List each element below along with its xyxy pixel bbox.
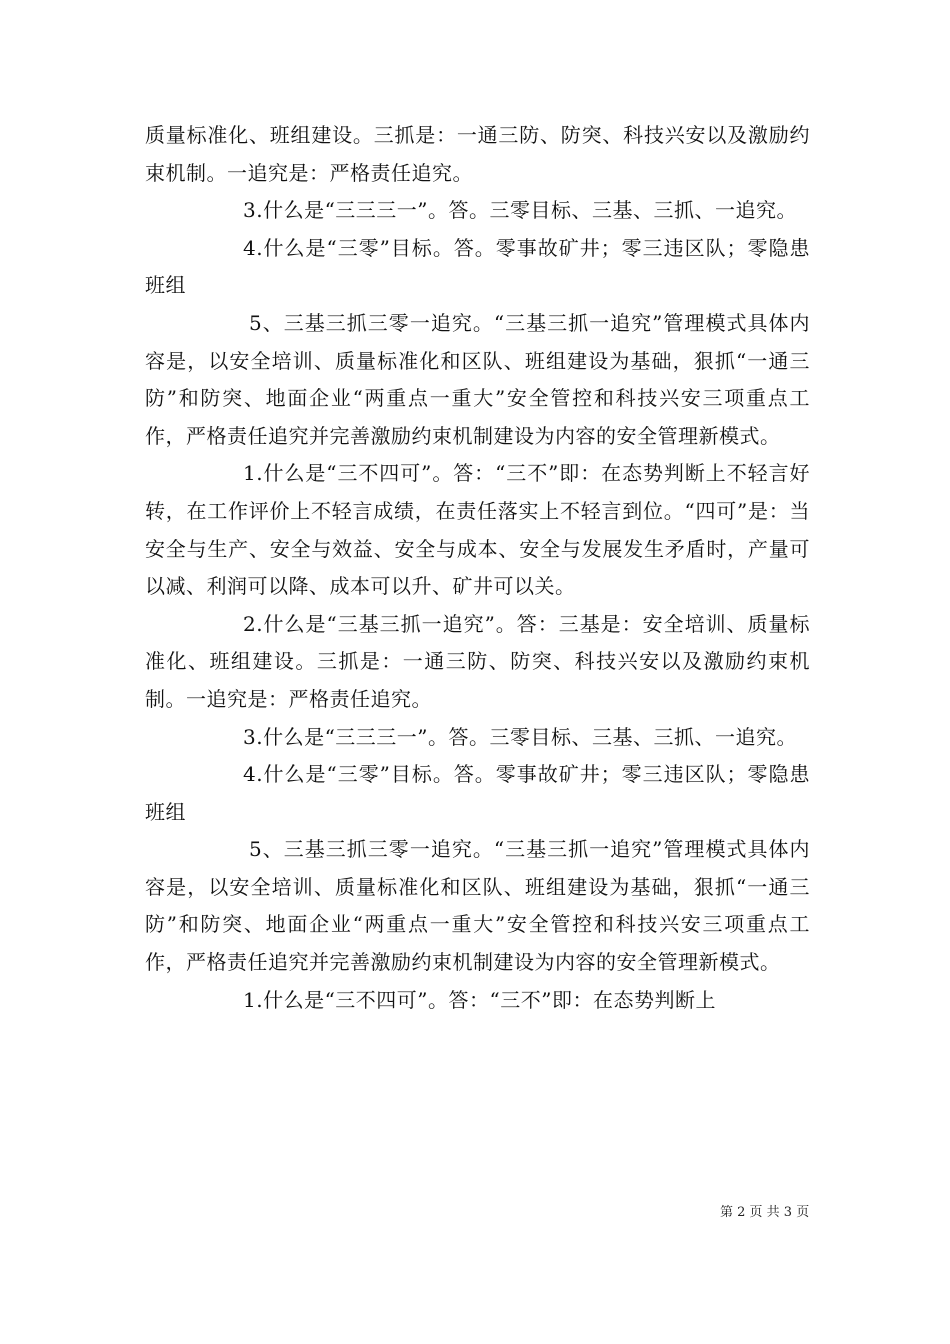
paragraph: 5、三基三抓三零一追究。“三基三抓一追究”管理模式具体内容是，以安全培训、质量标准化和区队、班组建设为基础，狠抓“一通三防”和防突、地面企业“两重点一重大”安全管控和科技兴安三项重点工作，严格责任追究并完善激励约束机制建设为内容的安全管理新模式。 (145, 310, 810, 448)
paragraph: 2.什么是“三基三抓一追究”。答：三基是：安全培训、质量标准化、班组建设。三抓是：一通三防、防突、科技兴安以及激励约束机制。一追究是：严格责任追究。 (145, 611, 810, 711)
paragraph: 4.什么是“三零”目标。答。零事故矿井；零三违区队；零隐患班组 (145, 235, 810, 298)
paragraph: 4.什么是“三零”目标。答。零事故矿井；零三违区队；零隐患班组 (145, 762, 810, 824)
page-number-footer: 第 2 页 共 3 页 (720, 1205, 810, 1220)
paragraph: 3.什么是“三三三一”。答。三零目标、三基、三抓、一追究。 (243, 198, 798, 223)
paragraph: 3.什么是“三三三一”。答。三零目标、三基、三抓、一追究。 (243, 724, 798, 749)
paragraph: 1.什么是“三不四可”。答：“三不”即：在态势判断上不轻言好转，在工作评价上不轻言成绩，在责任落实上不轻言到位。“四可”是：当安全与生产、安全与效益、安全与成本、安全与发展发生矛盾时，产量可以减、利润可以降、成本可以升、矿井可以关。 (145, 461, 810, 599)
document-body (145, 117, 810, 1019)
paragraph: 5、三基三抓三零一追究。“三基三抓一追究”管理模式具体内容是，以安全培训、质量标准化和区队、班组建设为基础，狠抓“一通三防”和防突、地面企业“两重点一重大”安全管控和科技兴安三项重点工作，严格责任追究并完善激励约束机制建设为内容的安全管理新模式。 (145, 837, 810, 975)
paragraph: 质量标准化、班组建设。三抓是：一通三防、防突、科技兴安以及激励约束机制。一追究是：严格责任追究。 (145, 123, 810, 185)
paragraph: 1.什么是“三不四可”。答：“三不”即：在态势判断上 (243, 987, 716, 1012)
